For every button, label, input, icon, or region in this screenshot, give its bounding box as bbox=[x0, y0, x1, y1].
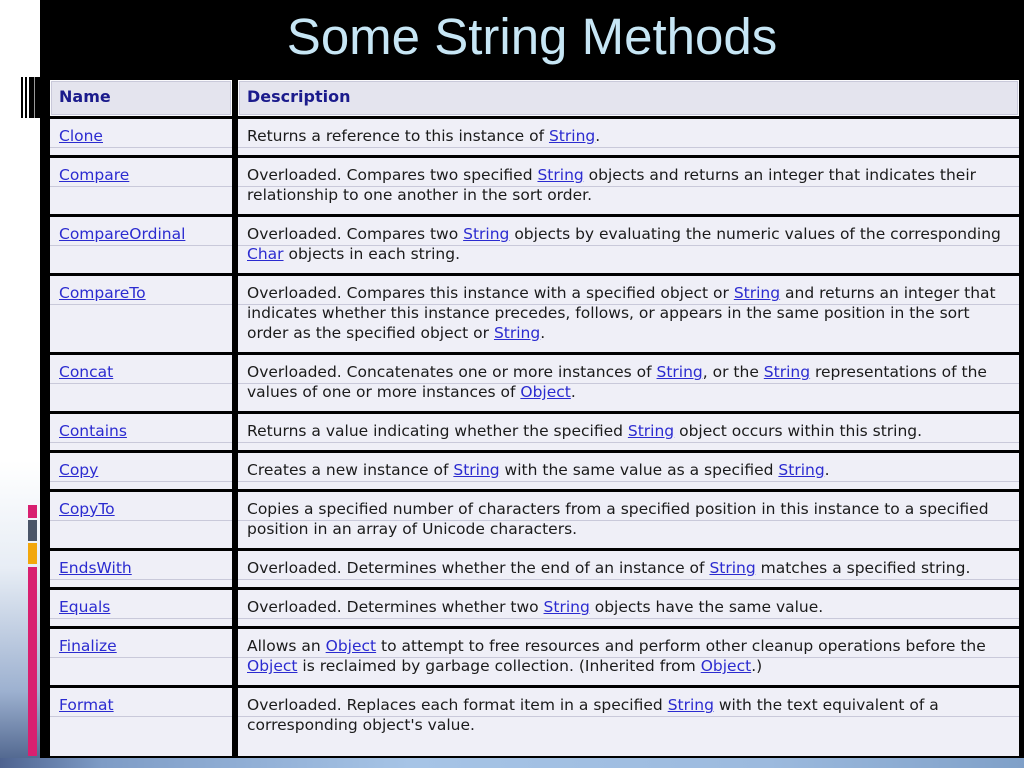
method-description: Copies a specified number of characters from a specified position in this instance to a specified position in an array of Unicode characters. bbox=[238, 492, 1019, 548]
content-area bbox=[40, 0, 1024, 758]
table-row bbox=[50, 551, 1019, 587]
method-name-cell bbox=[50, 590, 232, 626]
method-description: Overloaded. Compares this instance with a specified object or String and returns an integer that indicates whether this instance precedes, follows, or appears in the same position in the sort order as the specified object or String. bbox=[238, 276, 1019, 352]
inline-type-link[interactable]: String bbox=[543, 598, 590, 616]
table-row bbox=[50, 492, 1019, 548]
method-description: Overloaded. Replaces each format item in a specified String with the text equivalent of a corresponding object's value. bbox=[238, 688, 1019, 756]
method-description: Returns a reference to this instance of String. bbox=[238, 119, 1019, 155]
table-row bbox=[50, 355, 1019, 411]
method-name-cell bbox=[50, 492, 232, 548]
slide-title: Some String Methods bbox=[286, 8, 778, 65]
method-name-link[interactable]: Copy bbox=[59, 461, 99, 479]
accent-bar-amber bbox=[28, 543, 37, 564]
method-name-link[interactable]: CompareTo bbox=[59, 284, 146, 302]
bottom-gradient-strip bbox=[0, 758, 1024, 768]
method-name-link[interactable]: CopyTo bbox=[59, 500, 115, 518]
method-name-cell bbox=[50, 453, 232, 489]
method-description: Allows an Object to attempt to free resources and perform other cleanup operations before the Object is reclaimed by garbage collection. (Inherited from Object.) bbox=[238, 629, 1019, 685]
method-name-cell bbox=[50, 688, 232, 756]
method-name-cell bbox=[50, 414, 232, 450]
method-name-link[interactable]: Compare bbox=[59, 166, 130, 184]
table-row bbox=[50, 217, 1019, 273]
inline-type-link[interactable]: String bbox=[667, 696, 714, 714]
inline-type-link[interactable]: String bbox=[463, 225, 510, 243]
method-name-cell bbox=[50, 355, 232, 411]
method-description: Overloaded. Compares two String objects by evaluating the numeric values of the corresponding Char objects in each string. bbox=[238, 217, 1019, 273]
methods-table bbox=[48, 78, 1021, 758]
inline-type-link[interactable]: String bbox=[778, 461, 825, 479]
barcode-icon bbox=[21, 77, 40, 118]
accent-bar-slate bbox=[28, 520, 37, 541]
method-name-cell bbox=[50, 551, 232, 587]
table-row bbox=[50, 590, 1019, 626]
method-name-link[interactable]: Format bbox=[59, 696, 114, 714]
table-row bbox=[50, 688, 1019, 756]
method-name-cell bbox=[50, 158, 232, 214]
inline-type-link[interactable]: String bbox=[709, 559, 756, 577]
inline-type-link[interactable]: Object bbox=[520, 383, 571, 401]
header-cell-name: Name bbox=[50, 80, 232, 116]
method-name-cell bbox=[50, 276, 232, 352]
method-name-link[interactable]: Finalize bbox=[59, 637, 117, 655]
inline-type-link[interactable]: Object bbox=[325, 637, 377, 655]
table-row bbox=[50, 453, 1019, 489]
method-description: Overloaded. Determines whether two String objects have the same value. bbox=[238, 590, 1019, 626]
inline-type-link[interactable]: Char bbox=[247, 245, 284, 263]
method-description: Returns a value indicating whether the specified String object occurs within this string. bbox=[238, 414, 1019, 450]
method-description: Overloaded. Determines whether the end of an instance of String matches a specified string. bbox=[238, 551, 1019, 587]
table-row bbox=[50, 414, 1019, 450]
method-description: Overloaded. Concatenates one or more instances of String, or the String representations of the values of one or more instances of Object. bbox=[238, 355, 1019, 411]
inline-type-link[interactable]: String bbox=[763, 363, 811, 381]
inline-type-link[interactable]: Object bbox=[700, 657, 752, 675]
inline-type-link[interactable]: String bbox=[453, 461, 500, 479]
method-description: Creates a new instance of String with the same value as a specified String. bbox=[238, 453, 1019, 489]
accent-bar-pink-long bbox=[28, 567, 37, 756]
inline-type-link[interactable]: String bbox=[733, 284, 781, 302]
method-name-link[interactable]: EndsWith bbox=[59, 559, 132, 577]
table-row bbox=[50, 158, 1019, 214]
inline-type-link[interactable]: String bbox=[656, 363, 703, 381]
method-name-link[interactable]: Clone bbox=[59, 127, 103, 145]
header-cell-description: Description bbox=[238, 80, 1019, 116]
method-name-link[interactable]: Contains bbox=[59, 422, 127, 440]
table-row bbox=[50, 276, 1019, 352]
method-description: Overloaded. Compares two specified String objects and returns an integer that indicates their relationship to one another in the sort order. bbox=[238, 158, 1019, 214]
inline-type-link[interactable]: String bbox=[548, 127, 596, 145]
inline-type-link[interactable]: String bbox=[493, 324, 541, 342]
method-name-cell bbox=[50, 119, 232, 155]
method-name-link[interactable]: CompareOrdinal bbox=[59, 225, 186, 243]
inline-type-link[interactable]: String bbox=[627, 422, 675, 440]
method-name-cell bbox=[50, 217, 232, 273]
method-name-link[interactable]: Equals bbox=[59, 598, 111, 616]
inline-type-link[interactable]: String bbox=[537, 166, 584, 184]
method-name-link[interactable]: Concat bbox=[59, 363, 114, 381]
accent-bar-pink-small bbox=[28, 505, 37, 518]
accent-bars bbox=[28, 505, 37, 756]
table-row bbox=[50, 629, 1019, 685]
table-row bbox=[50, 119, 1019, 155]
table-header-row bbox=[50, 80, 1019, 116]
inline-type-link[interactable]: Object bbox=[247, 657, 298, 675]
method-name-cell bbox=[50, 629, 232, 685]
